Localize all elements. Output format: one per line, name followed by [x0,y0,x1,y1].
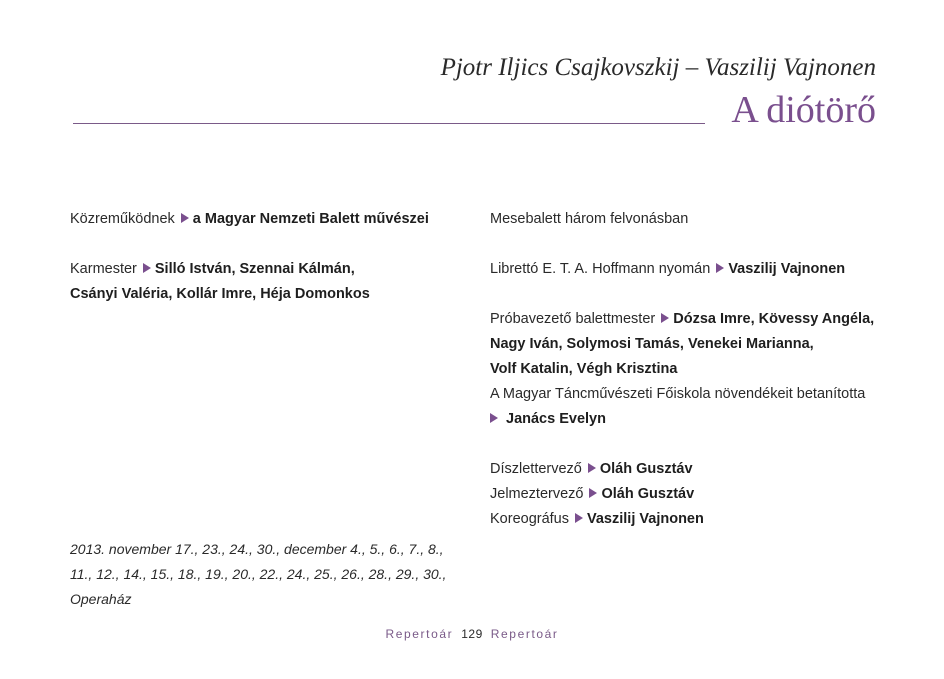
credits-right-column [490,207,910,532]
conductor-value-continued: Csányi Valéria, Kollár Imre, Héja Domonkos [70,286,370,302]
page-footer [0,627,944,641]
libretto-value: Vaszilij Vajnonen [728,261,846,277]
choreographer-label: Koreográfus [490,511,569,527]
costume-designer-label: Jelmeztervező [490,486,584,502]
arrow-right-icon [575,513,583,523]
libretto-line [490,257,910,282]
rehearsal-line-2 [490,332,910,357]
performers-label: Közreműködnek [70,211,175,227]
rehearsal-label: Próbavezető balettmester [490,311,656,327]
title-row [73,88,876,136]
performers-value: a Magyar Nemzeti Balett művészei [192,211,429,227]
rehearsal-line [490,307,910,332]
conductor-line [70,257,470,282]
school-value: Janács Evelyn [506,411,606,427]
set-designer-value: Oláh Gusztáv [599,461,693,477]
title-rule [73,123,705,124]
rehearsal-value-continued-2: Volf Katalin, Végh Krisztina [490,361,678,377]
conductor-label: Karmester [70,261,137,277]
costume-designer-value: Oláh Gusztáv [601,486,695,502]
page-title: A diótörő [731,89,876,131]
costume-designer-line [490,482,910,507]
rehearsal-line-3 [490,357,910,382]
footer-section-left: Repertoár [385,627,454,641]
conductor-value: Silló István, Szennai Kálmán, [154,261,355,277]
rehearsal-value: Dózsa Imre, Kövessy Angéla, [673,311,875,327]
dates-line-2: 11., 12., 14., 15., 18., 19., 20., 22., 24., 25., 26., 28., 29., 30., [70,566,447,582]
arrow-right-icon [716,263,724,273]
page-number: 129 [461,627,483,641]
composer-subtitle: Pjotr Iljics Csajkovszkij – Vaszilij Vajnonen [440,54,876,81]
arrow-right-icon [181,213,189,223]
performers-line [70,207,470,232]
conductor-line-2 [70,282,470,307]
school-value-line [490,407,910,432]
libretto-label: Librettó E. T. A. Hoffmann nyomán [490,261,711,277]
choreographer-line [490,507,910,532]
footer-section-right: Repertoár [490,627,559,641]
arrow-right-icon [589,488,597,498]
arrow-right-icon [661,313,669,323]
arrow-right-icon [588,463,596,473]
set-designer-label: Díszlettervező [490,461,582,477]
choreographer-value: Vaszilij Vajnonen [587,511,704,527]
dates-line-1: 2013. november 17., 23., 24., 30., december 4., 5., 6., 7., 8., [70,541,444,557]
arrow-right-icon [490,413,498,423]
venue: Operaház [70,591,132,607]
genre-line: Mesebalett három felvonásban [490,211,689,227]
performance-dates [70,537,470,612]
school-line: A Magyar Táncművészeti Főiskola növendékeit betanította [490,386,866,402]
credits-left-column [70,207,470,307]
set-designer-line [490,457,910,482]
rehearsal-value-continued: Nagy Iván, Solymosi Tamás, Venekei Marianna, [490,336,814,352]
arrow-right-icon [143,263,151,273]
